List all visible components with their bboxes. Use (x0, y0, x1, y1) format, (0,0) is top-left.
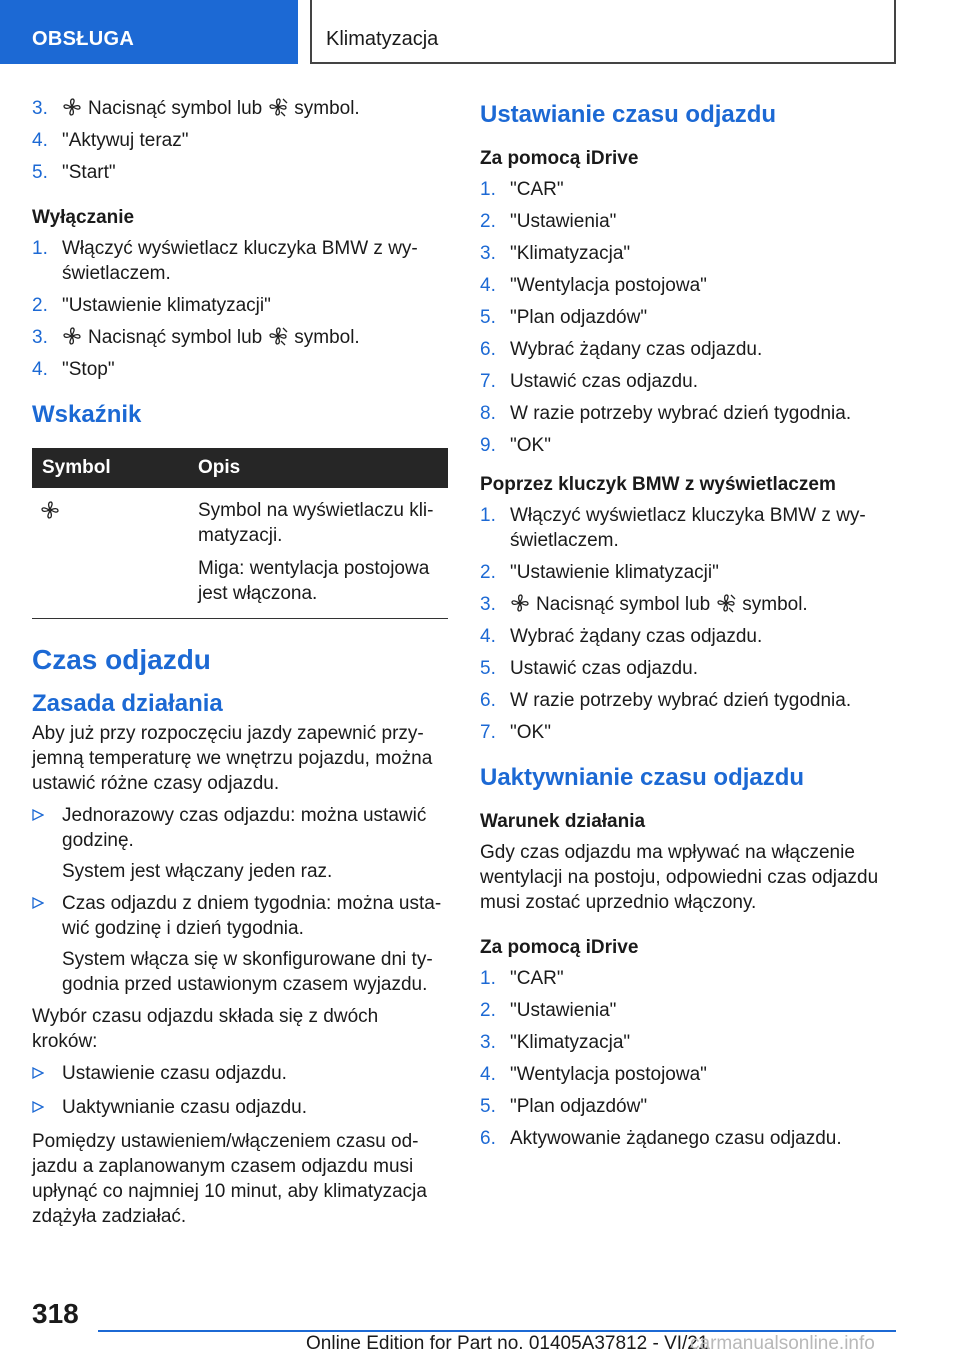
step-number: 3. (480, 1032, 496, 1053)
step-number: 2. (32, 295, 48, 316)
step-item (480, 592, 900, 617)
step-text: "Stop" (62, 359, 115, 380)
activate-heading: Uaktywnianie czasu odjazdu (480, 764, 805, 791)
step-text: "Ustawienia" (510, 1000, 617, 1021)
step-number: 6. (480, 1128, 496, 1149)
triangle-bullet-icon (32, 803, 62, 853)
step-text: "CAR" (510, 179, 564, 200)
step-item (32, 325, 448, 350)
indicator-heading: Wskaźnik (32, 401, 142, 428)
triangle-bullet-icon (32, 1095, 62, 1123)
step-item (480, 433, 900, 458)
column-description: Opis (198, 457, 241, 478)
idrive-heading: Za pomocą iDrive (480, 148, 639, 169)
step-number: 1. (32, 238, 48, 259)
step-text: "Plan odjazdów" (510, 1096, 648, 1117)
parking-ventilation-active-icon (716, 593, 736, 613)
indicator-table (32, 448, 448, 619)
bullet-list (32, 1061, 448, 1123)
departure-heading: Czas odjazdu (32, 644, 211, 675)
step-text (62, 325, 448, 350)
step-list (32, 96, 448, 185)
parking-ventilation-icon (40, 500, 60, 520)
step-text-post: symbol. (294, 327, 360, 348)
step-text: Włączyć wyświetlacz kluczyka BMW z wy-świetlaczem. (62, 238, 418, 284)
step-item (480, 401, 900, 426)
step-item (32, 236, 448, 286)
section-tab (0, 0, 298, 64)
step-number: 4. (480, 626, 496, 647)
principle-text: Aby już przy rozpoczęciu jazdy zapewnić przy-jemną temperaturę we wnętrzu pojazdu, można ustawić różne czasy odjazdu. (32, 723, 433, 794)
step-list (480, 966, 900, 1151)
step-text: Aktywowanie żądanego czasu odjazdu. (510, 1128, 842, 1149)
step-item (480, 369, 900, 394)
step-text-pre: Nacisnąć symbol lub (88, 98, 263, 119)
chapter-title-box (310, 0, 896, 64)
step-item (480, 1094, 900, 1119)
step-number: 5. (480, 1096, 496, 1117)
parking-ventilation-icon (62, 97, 82, 117)
step-item (480, 337, 900, 362)
bullet-item (32, 803, 448, 853)
step-text: "CAR" (510, 968, 564, 989)
step-text: "OK" (510, 435, 551, 456)
step-item (480, 273, 900, 298)
condition-text: Gdy czas odjazdu ma wpływać na włączenie wentylacji na postoju, odpowiedni czas odjazdu musi zostać uprzednio włączony. (480, 842, 879, 913)
step-item (480, 688, 900, 713)
step-number: 5. (480, 658, 496, 679)
step-text: "Wentylacja postojowa" (510, 1064, 707, 1085)
idrive2-heading: Za pomocą iDrive (480, 937, 639, 958)
bullet-item (32, 891, 448, 941)
bullet-text: Jednorazowy czas odjazdu: można ustawić godzinę. (62, 805, 427, 851)
steps-intro: Wybór czasu odjazdu składa się z dwóch kroków: (32, 1006, 379, 1052)
step-number: 3. (480, 243, 496, 264)
step-list (480, 503, 900, 745)
triangle-bullet-icon (32, 891, 62, 941)
step-number: 7. (480, 722, 496, 743)
step-text: Włączyć wyświetlacz kluczyka BMW z wy-świetlaczem. (510, 505, 866, 551)
step-number: 7. (480, 371, 496, 392)
step-text: "Ustawienie klimatyzacji" (510, 562, 719, 583)
step-number: 5. (32, 162, 48, 183)
step-number: 3. (32, 98, 48, 119)
step-item (480, 1030, 900, 1055)
step-item (480, 966, 900, 991)
step-text: Ustawić czas odjazdu. (510, 658, 698, 679)
step-item (480, 1126, 900, 1151)
table-description-1: Symbol na wyświetlaczu kli-matyzacji. (198, 500, 434, 546)
step-number: 6. (480, 690, 496, 711)
page-number: 318 (32, 1298, 79, 1329)
step-item (480, 720, 900, 745)
step-number: 1. (480, 968, 496, 989)
step-number: 4. (32, 130, 48, 151)
table-description-cell (198, 498, 448, 606)
step-item (480, 1062, 900, 1087)
step-number: 9. (480, 435, 496, 456)
bullet-continuation: System jest włączany jeden raz. (62, 861, 333, 882)
bullet-list (32, 803, 448, 997)
triangle-bullet-icon (32, 1061, 62, 1089)
step-text: Wybrać żądany czas odjazdu. (510, 339, 763, 360)
step-text: Wybrać żądany czas odjazdu. (510, 626, 763, 647)
step-list (480, 177, 900, 458)
step-item (480, 624, 900, 649)
step-text: "Ustawienia" (510, 211, 617, 232)
step-number: 2. (480, 1000, 496, 1021)
step-item (32, 357, 448, 382)
step-number: 6. (480, 339, 496, 360)
bullet-continuation: System włącza się w skonfigurowane dni ty-godnia przed ustawionym czasem wyjazdu. (62, 949, 433, 995)
table-symbol-cell (32, 498, 198, 606)
bullet-item (32, 1061, 448, 1089)
step-text: "Wentylacja postojowa" (510, 275, 707, 296)
step-text-post: symbol. (294, 98, 360, 119)
step-number: 3. (480, 594, 496, 615)
parking-ventilation-icon (510, 593, 530, 613)
step-number: 2. (480, 562, 496, 583)
set-heading: Ustawianie czasu odjazdu (480, 101, 777, 128)
step-item (32, 128, 448, 153)
key-heading: Poprzez kluczyk BMW z wyświetlaczem (480, 474, 836, 495)
step-list (32, 236, 448, 382)
step-text: "Klimatyzacja" (510, 1032, 631, 1053)
step-number: 5. (480, 307, 496, 328)
edition-text: Online Edition for Part no. 01405A37812 - VI/21 (306, 1333, 709, 1354)
principle-heading: Zasada działania (32, 690, 223, 717)
step-number: 3. (32, 327, 48, 348)
bullet-text: Ustawienie czasu odjazdu. (62, 1063, 287, 1084)
bullet-text: Czas odjazdu z dniem tygodnia: można usta-wić godzinę i dzień tygodnia. (62, 893, 442, 939)
off-heading: Wyłączanie (32, 207, 135, 228)
right-column (480, 96, 900, 1158)
step-item (480, 241, 900, 266)
column-symbol: Symbol (42, 457, 111, 478)
table-row (32, 488, 448, 618)
step-text: "Klimatyzacja" (510, 243, 631, 264)
step-item (480, 209, 900, 234)
interval-text: Pomiędzy ustawieniem/włączeniem czasu od-jazdu a zaplanowanym czasem odjazdu musi upłynąć co najmniej 10 minut, aby klimatyzacja zdążyła zadziałać. (32, 1131, 427, 1227)
step-text: W razie potrzeby wybrać dzień tygodnia. (510, 403, 852, 424)
step-text: W razie potrzeby wybrać dzień tygodnia. (510, 690, 852, 711)
step-number: 1. (480, 505, 496, 526)
step-item (32, 293, 448, 318)
parking-ventilation-active-icon (268, 97, 288, 117)
step-text: Ustawić czas odjazdu. (510, 371, 698, 392)
step-item (32, 160, 448, 185)
step-number: 4. (480, 1064, 496, 1085)
section-label: OBSŁUGA (32, 28, 135, 50)
step-item (480, 177, 900, 202)
step-text: "Plan odjazdów" (510, 307, 648, 328)
table-description-2: Miga: wentylacja postojowa jest włączona. (198, 558, 430, 604)
step-item (480, 503, 900, 553)
step-item (32, 96, 448, 121)
step-number: 4. (32, 359, 48, 380)
step-text-pre: Nacisnąć symbol lub (88, 327, 263, 348)
step-number: 8. (480, 403, 496, 424)
step-number: 1. (480, 179, 496, 200)
table-header (32, 448, 448, 488)
step-item (480, 656, 900, 681)
step-text-pre: Nacisnąć symbol lub (536, 594, 711, 615)
step-text: "Aktywuj teraz" (62, 130, 189, 151)
step-number: 2. (480, 211, 496, 232)
step-text (62, 96, 448, 121)
parking-ventilation-icon (62, 326, 82, 346)
step-text: "OK" (510, 722, 551, 743)
left-column (32, 96, 448, 1229)
step-text: "Ustawienie klimatyzacji" (62, 295, 271, 316)
footer-divider (98, 1330, 896, 1332)
bullet-text: Uaktywnianie czasu odjazdu. (62, 1097, 308, 1118)
step-item (480, 305, 900, 330)
parking-ventilation-active-icon (268, 326, 288, 346)
condition-heading: Warunek działania (480, 811, 646, 832)
site-watermark: carmanualsonline.info (690, 1333, 875, 1354)
chapter-title: Klimatyzacja (326, 28, 439, 50)
step-text-post: symbol. (742, 594, 808, 615)
step-text: "Start" (62, 162, 116, 183)
step-number: 4. (480, 275, 496, 296)
bullet-item (32, 1095, 448, 1123)
step-item (480, 998, 900, 1023)
step-item (480, 560, 900, 585)
step-text (510, 592, 900, 617)
